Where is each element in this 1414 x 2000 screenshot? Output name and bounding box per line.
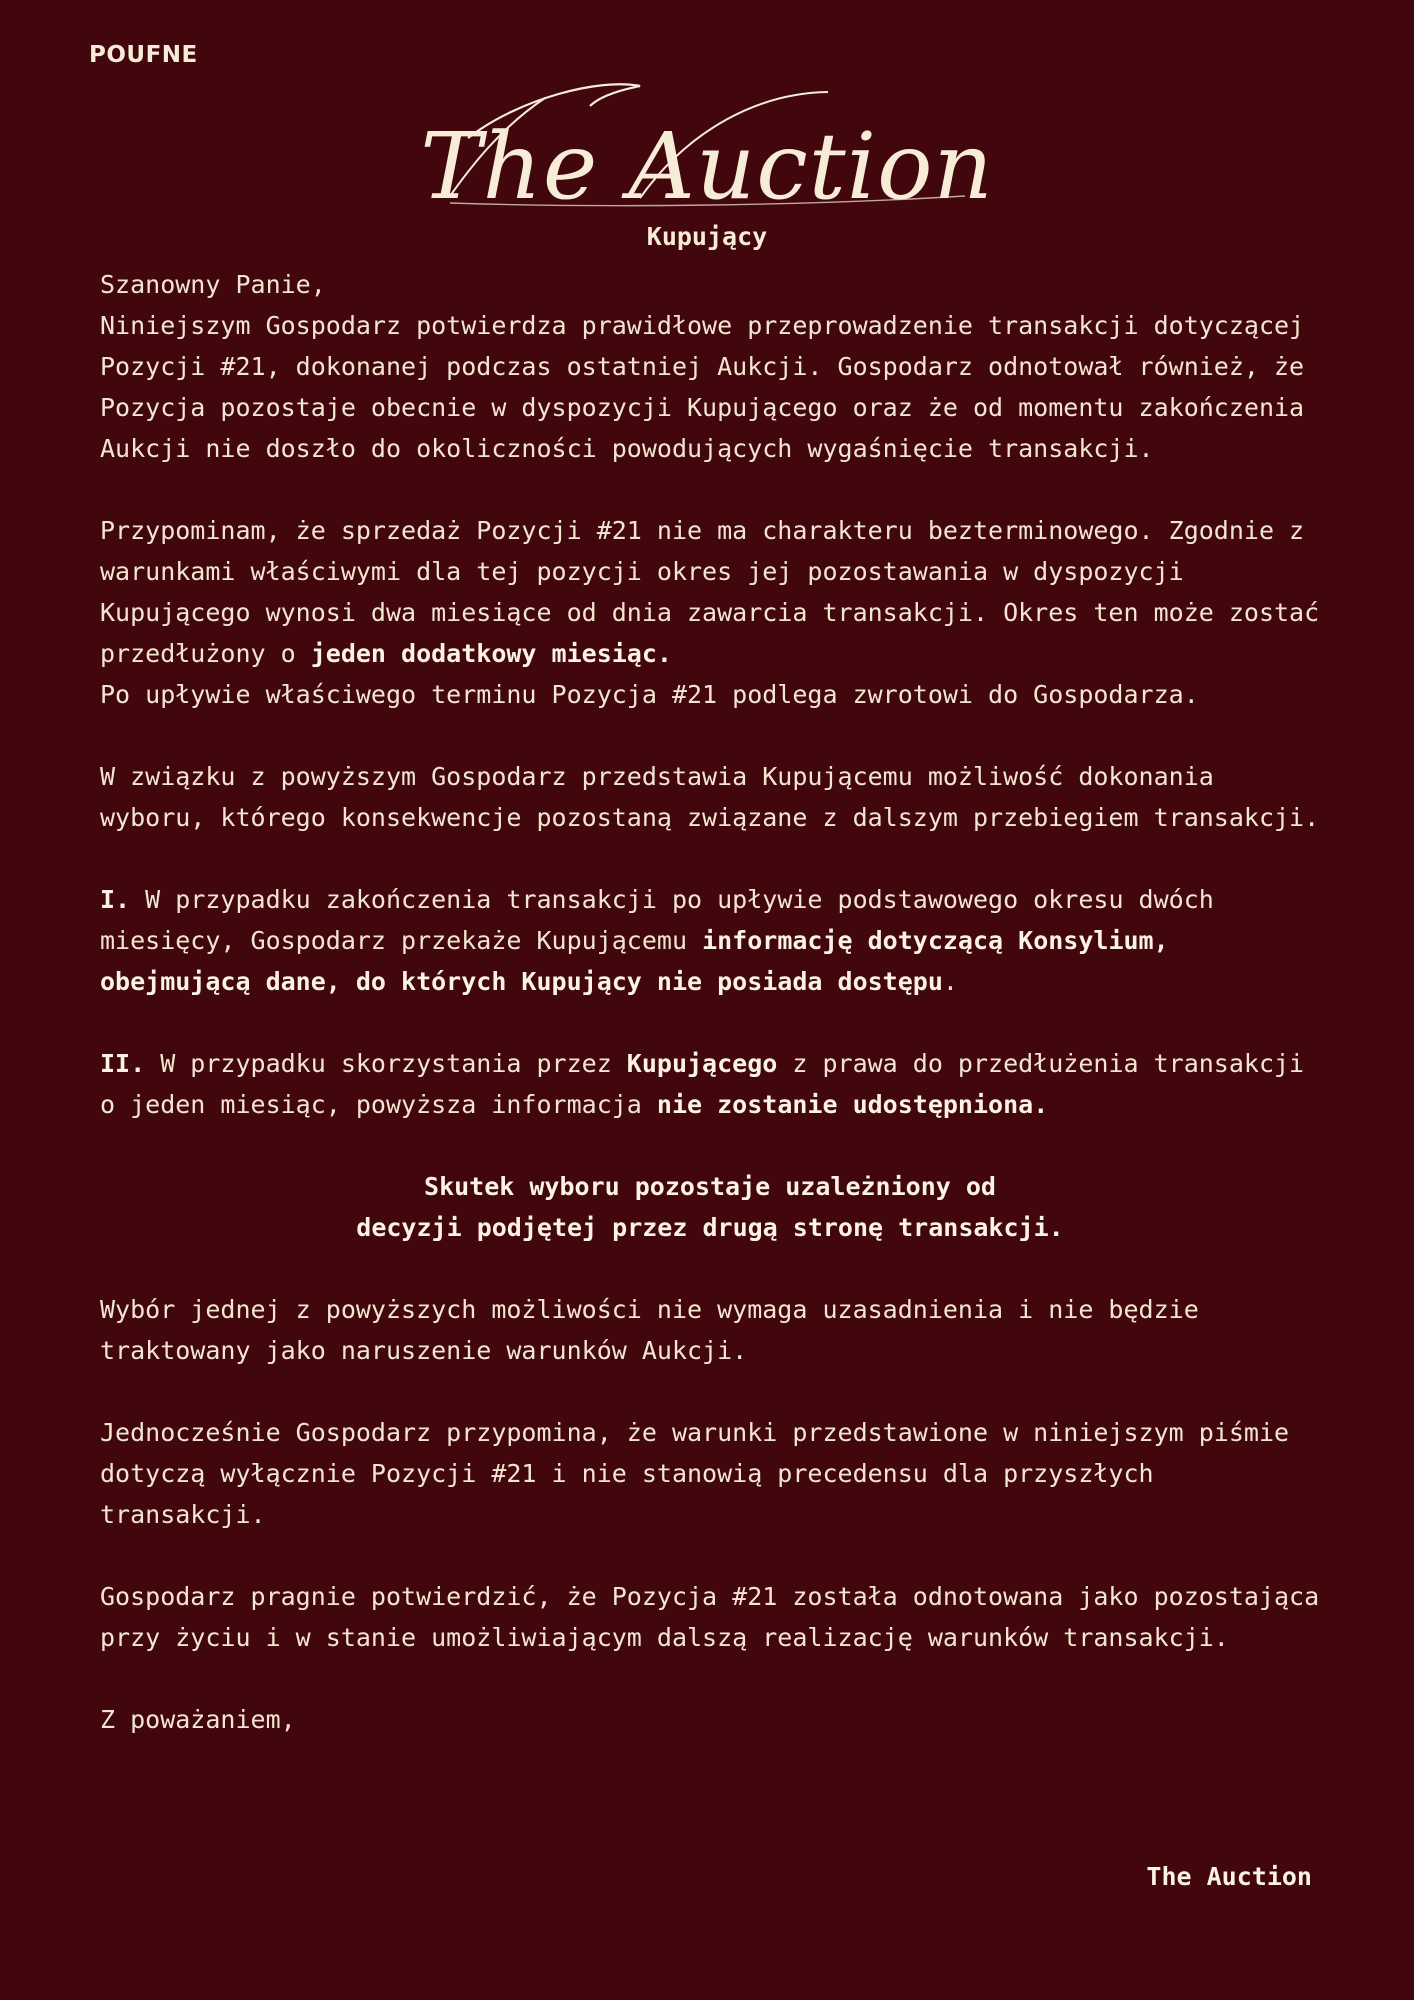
option-one (100, 879, 1320, 1002)
logo-graphic (0, 68, 1414, 218)
paragraph-precedent: Jednocześnie Gospodarz przypomina, że warunki przedstawione w niniejszym piśmie dotyczą wyłącznie Pozycji #21 i nie stanowią precedensu dla przyszłych transakcji. (100, 1418, 1290, 1529)
recipient-heading: Kupujący (646, 222, 768, 251)
emphasis-line-1: Skutek wyboru pozostaje uzależniony od (424, 1172, 996, 1201)
emphasis-line-2: decyzji podjętej przez drugą stronę transakcji. (356, 1213, 1064, 1242)
paragraph-confirmation: Niniejszym Gospodarz potwierdza prawidłowe przeprowadzenie transakcji dotyczącej Pozycji #21, dokonanej podczas ostatniej Aukcji. Gospodarz odnotował również, że Pozycja pozostaje obecnie w dyspozycji Kupującego oraz że od momentu zakończenia Aukcji nie doszło do okoliczności powodujących wygaśnięcie transakcji. (100, 311, 1305, 463)
option-two-text: W przypadku skorzystania przez (145, 1049, 627, 1078)
paragraph-return: Po upływie właściwego terminu Pozycja #21 podlega zwrotowi do Gospodarza. (100, 680, 1199, 709)
paragraph-no-justification: Wybór jednej z powyższych możliwości nie wymaga uzasadnienia i nie będzie traktowany jako naruszenie warunków Aukcji. (100, 1295, 1199, 1365)
option-two-number: II. (100, 1049, 146, 1078)
paragraph-status: Gospodarz pragnie potwierdzić, że Pozycja #21 została odnotowana jako pozostająca przy życiu i w stanie umożliwiającym dalszą realizację warunków transakcji. (100, 1582, 1320, 1652)
logo (0, 68, 1414, 218)
option-one-highlight: informację dotyczącą Konsylium, obejmującą dane, do których Kupujący nie posiada dostępu (100, 926, 1169, 996)
option-two (100, 1043, 1320, 1125)
logo-text: The Auction (420, 113, 994, 218)
confidential-label: POUFNE (89, 42, 198, 68)
option-one-text: W przypadku zakończenia transakcji po upływie podstawowego okresu dwóch miesięcy, Gospodarz przekaże Kupującemu (100, 885, 1214, 955)
closing: Z poważaniem, (100, 1705, 296, 1734)
signature: The Auction (1146, 1862, 1312, 1891)
paragraph-choice: W związku z powyższym Gospodarz przedstawia Kupującemu możliwość dokonania wyboru, którego konsekwencje pozostaną związane z dalszym przebiegiem transakcji. (100, 762, 1320, 832)
letter-body (100, 264, 1320, 1740)
term-text: Przypominam, że sprzedaż Pozycji #21 nie ma charakteru bezterminowego. Zgodnie z warunkami właściwymi dla tej pozycji okres jej pozostawania w dyspozycji Kupującego wynosi dwa miesiące od dnia zawarcia transakcji. Okres ten może zostać przedłużony o (100, 516, 1320, 668)
option-two-buyer: Kupującego (626, 1049, 778, 1078)
option-two-highlight: nie zostanie udostępniona. (656, 1090, 1049, 1119)
option-two-text-2: z prawa do przedłużenia transakcji o jeden miesiąc, powyższa informacja (100, 1049, 1305, 1119)
greeting: Szanowny Panie, (100, 270, 326, 299)
option-one-number: I. (100, 885, 131, 914)
paragraph-term (100, 510, 1320, 674)
term-extension: jeden dodatkowy miesiąc. (310, 639, 672, 668)
option-one-end: . (942, 967, 958, 996)
